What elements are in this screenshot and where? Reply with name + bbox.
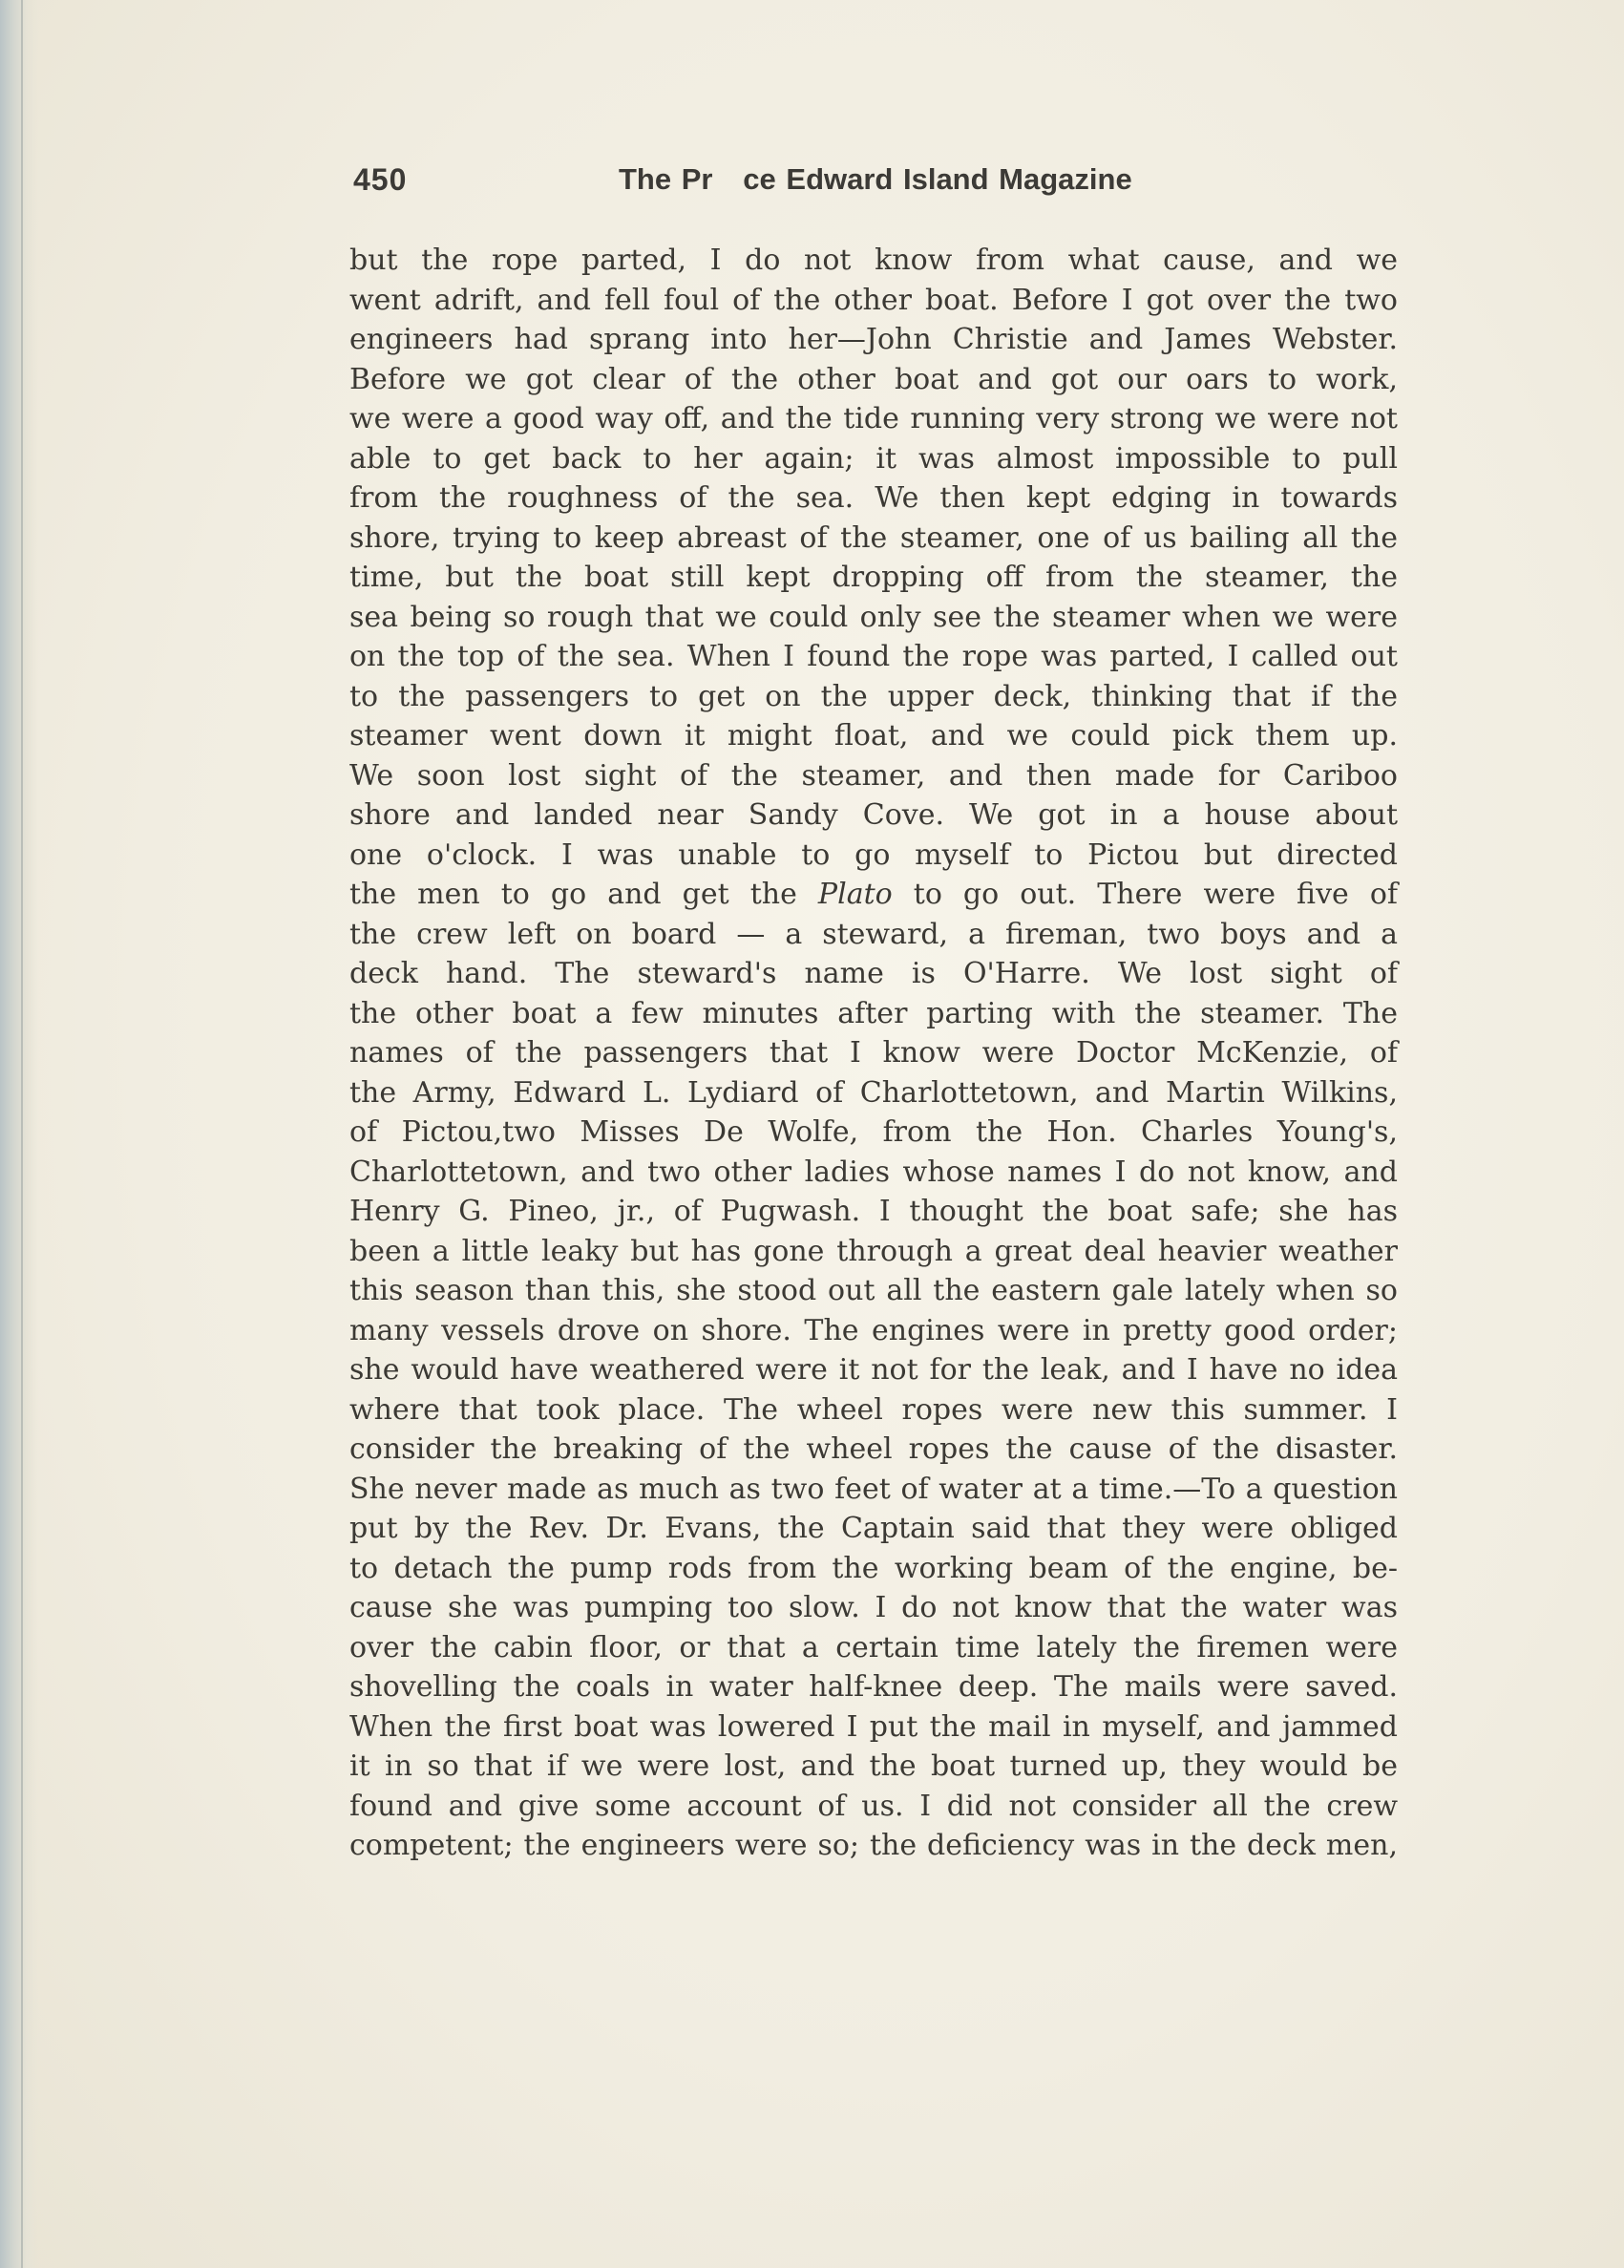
text-line: to the passengers to get on the upper deck, thinking that if the (349, 679, 1398, 713)
text-line: where that took place. The wheel ropes were new this summer. I (349, 1392, 1398, 1427)
text-line: We soon lost sight of the steamer, and then made for Cariboo (349, 758, 1398, 793)
text-line: one o'clock. I was unable to go myself to Pictou but directed (349, 837, 1398, 872)
text-line: shore, trying to keep abreast of the steamer, one of us bailing all the (349, 520, 1398, 555)
italic-ship-name: Plato (817, 878, 893, 911)
text-line: Before we got clear of the other boat and got our oars to work, (349, 362, 1398, 396)
text-line: shore and landed near Sandy Cove. We got in a house about (349, 798, 1398, 832)
text-line (349, 875, 1398, 915)
text-line: consider the breaking of the wheel ropes the cause of the disaster. (349, 1432, 1398, 1466)
text-line: sea being so rough that we could only see the steamer when we were (349, 600, 1398, 634)
text-line: went adrift, and fell foul of the other boat. Before I got over the two (349, 283, 1398, 317)
text-line: Charlottetown, and two other ladies whose names I do not know, and (349, 1155, 1398, 1189)
text-line: She never made as much as two feet of water at a time.—To a question (349, 1472, 1398, 1506)
text-line: engineers had sprang into her—John Christie and James Webster. (349, 323, 1398, 356)
text-line: she would have weathered were it not for the leak, and I have no idea (349, 1353, 1398, 1387)
text-line: cause she was pumping too slow. I do not know that the water was (349, 1591, 1398, 1624)
text-line: it in so that if we were lost, and the boat turned up, they would be (349, 1749, 1398, 1783)
text-segment: to go out. There were five of (892, 878, 1398, 911)
text-line: deck hand. The steward's name is O'Harre. We lost sight of (349, 957, 1398, 990)
text-line: found and give some account of us. I did not consider all the crew (349, 1789, 1398, 1823)
text-segment: the men to go and get the (349, 878, 818, 911)
text-line: time, but the boat still kept dropping off from the steamer, the (349, 561, 1398, 594)
running-head: The Pr ce Edward Island Magazine (619, 162, 1132, 196)
page-header (353, 162, 1213, 201)
text-line: steamer went down it might float, and we could pick them up. (349, 719, 1398, 752)
text-line: put by the Rev. Dr. Evans, the Captain said that they were obliged (349, 1512, 1398, 1545)
text-line: this season than this, she stood out all the eastern gale lately when so (349, 1274, 1398, 1307)
text-line: the Army, Edward L. Lydiard of Charlottetown, and Martin Wilkins, (349, 1075, 1398, 1110)
binding-line (21, 0, 23, 2268)
text-line: able to get back to her again; it was almost impossible to pull (349, 441, 1398, 476)
text-line: on the top of the sea. When I found the rope was parted, I called out (349, 640, 1398, 673)
text-line: from the roughness of the sea. We then kept edging in towards (349, 481, 1398, 515)
page-number: 450 (353, 162, 408, 197)
text-line: over the cabin floor, or that a certain time lately the firemen were (349, 1630, 1398, 1664)
text-line: names of the passengers that I know were Doctor McKenzie, of (349, 1036, 1398, 1070)
text-line: been a little leaky but has gone through a great deal heavier weather (349, 1234, 1398, 1268)
text-line: of Pictou,two Misses De Wolfe, from the Hon. Charles Young's, (349, 1115, 1398, 1149)
text-line: shovelling the coals in water half-knee deep. The mails were saved. (349, 1670, 1398, 1704)
text-line: the other boat a few minutes after parting with the steamer. The (349, 996, 1398, 1030)
body-text (349, 241, 1398, 1866)
text-line: Henry G. Pineo, jr., of Pugwash. I thought the boat safe; she has (349, 1195, 1398, 1228)
text-line: the crew left on board — a steward, a fireman, two boys and a (349, 917, 1398, 951)
text-line: to detach the pump rods from the working beam of the engine, be- (349, 1551, 1398, 1585)
text-line: competent; the engineers were so; the deficiency was in the deck men, (349, 1829, 1398, 1862)
text-line: but the rope parted, I do not know from what cause, and we (349, 244, 1398, 277)
text-line: many vessels drove on shore. The engines were in pretty good order; (349, 1313, 1398, 1347)
text-line: we were a good way off, and the tide running very strong we were not (349, 402, 1398, 435)
binding-edge (0, 0, 38, 2268)
text-line: When the first boat was lowered I put the mail in myself, and jammed (349, 1709, 1398, 1744)
